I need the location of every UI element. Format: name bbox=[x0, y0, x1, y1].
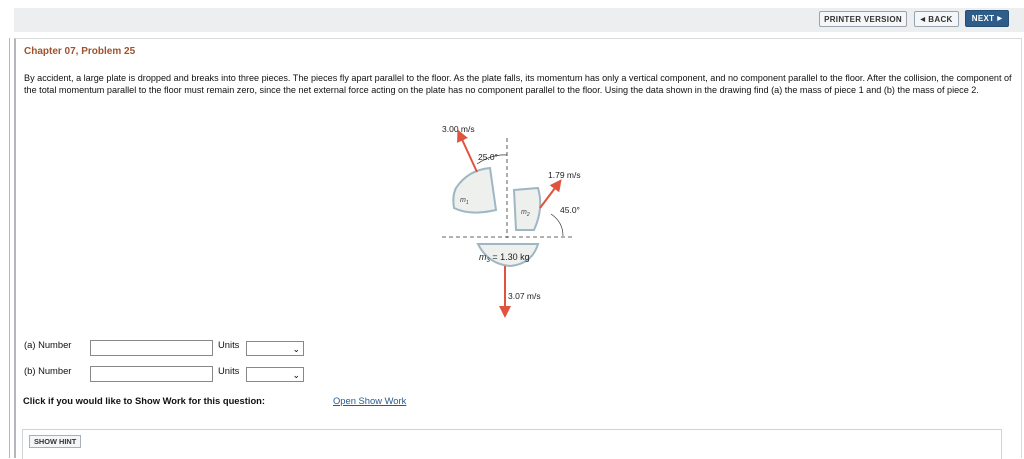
collision-figure bbox=[430, 118, 600, 324]
answer-b-number-input[interactable] bbox=[90, 366, 213, 382]
answer-a-number-input[interactable] bbox=[90, 340, 213, 356]
answer-a-units-select[interactable] bbox=[246, 341, 304, 356]
back-button[interactable] bbox=[914, 11, 959, 27]
m2-label: $m_2$ bbox=[521, 209, 530, 218]
chevron-down-icon: ⌄ bbox=[292, 344, 300, 354]
m3-label: $m_3 = 1.30$ kg bbox=[479, 252, 530, 264]
problem-text: By accident, a large plate is dropped and breaks into three pieces. The pieces fly apart parallel to the floor. As the plate falls, its momentum has only a vertical component, and no component parallel to the floor. After the collision, the component of the total momentum parallel to the floor must remain zero, since the net external force acting on the plate has no component parallel to the floor. Using the data shown in the drawing find (a) the mass of piece 1 and (b) the mass of piece 2. bbox=[24, 73, 1012, 95]
show-hint-button[interactable]: SHOW HINT bbox=[29, 435, 81, 448]
show-work-prompt: Click if you would like to Show Work for this question: bbox=[23, 395, 266, 406]
answer-b-units-select[interactable] bbox=[246, 367, 304, 382]
answer-b-units-label: Units bbox=[218, 365, 240, 376]
next-button[interactable] bbox=[965, 10, 1009, 27]
piece-2 bbox=[514, 188, 540, 230]
printer-version-button[interactable] bbox=[819, 11, 907, 27]
triangle-right-icon: ▶ bbox=[997, 16, 1003, 22]
v2-arrow bbox=[540, 184, 558, 208]
v2-label: 1.79 m/s bbox=[548, 170, 581, 180]
hint-panel bbox=[22, 429, 1002, 459]
answer-a-label: (a) Number bbox=[24, 339, 72, 350]
triangle-left-icon: ◀ bbox=[920, 16, 926, 23]
problem-title: Chapter 07, Problem 25 bbox=[24, 46, 136, 57]
printer-version-label: PRINTER VERSION bbox=[824, 14, 902, 24]
v3-label: 3.07 m/s bbox=[508, 291, 541, 301]
answer-a-units-label: Units bbox=[218, 339, 240, 350]
chevron-down-icon: ⌄ bbox=[292, 370, 300, 380]
v1-arrow bbox=[460, 135, 477, 172]
next-label: NEXT bbox=[971, 14, 995, 23]
v1-label: 3.00 m/s bbox=[442, 124, 475, 134]
angle2-arc bbox=[551, 214, 563, 236]
answer-b-label: (b) Number bbox=[24, 365, 72, 376]
piece-1 bbox=[453, 168, 496, 213]
angle2-label: 45.0° bbox=[560, 205, 580, 215]
m1-label: $m_1$ bbox=[460, 197, 469, 206]
left-rule bbox=[9, 38, 10, 458]
back-label: BACK bbox=[928, 14, 953, 24]
open-show-work-link[interactable]: Open Show Work bbox=[333, 395, 407, 406]
angle1-label: 25.0° bbox=[478, 152, 498, 162]
